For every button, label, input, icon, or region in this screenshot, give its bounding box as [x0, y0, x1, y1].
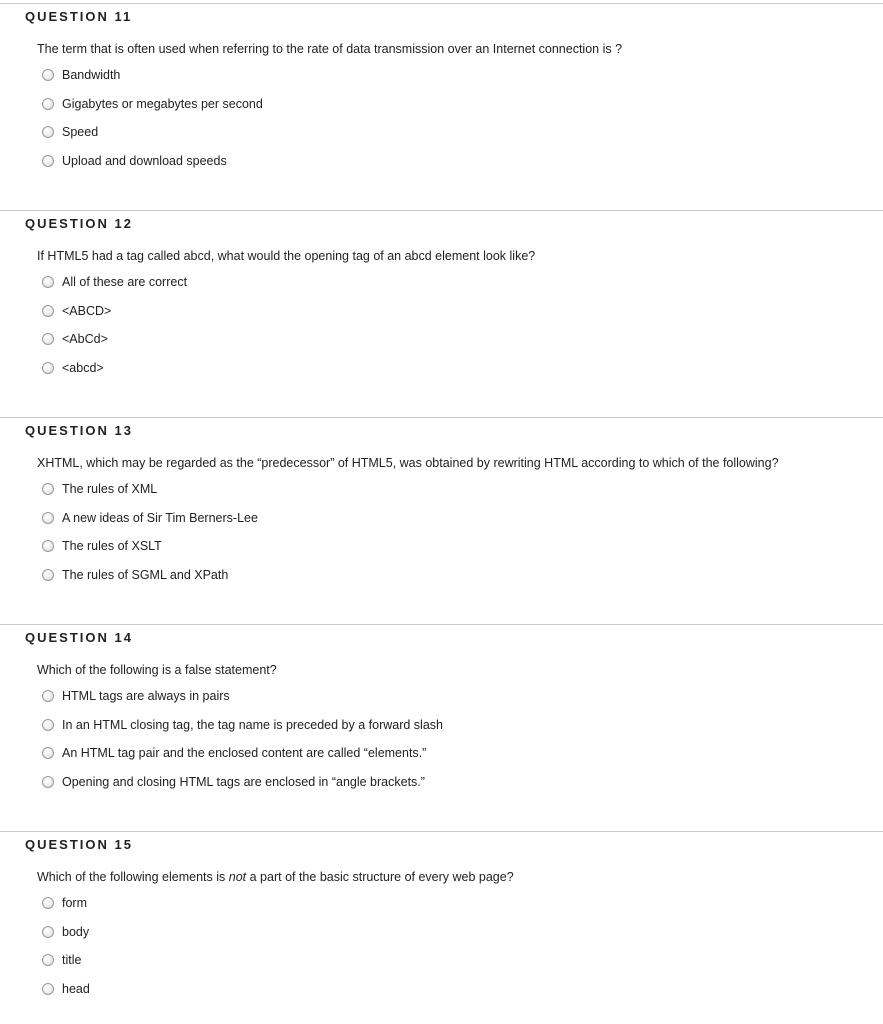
question-heading: QUESTION 12	[25, 216, 133, 231]
answer-option[interactable]	[42, 894, 87, 912]
answer-option[interactable]	[42, 66, 120, 84]
radio-button[interactable]	[42, 126, 54, 138]
radio-button[interactable]	[42, 983, 54, 995]
answer-option[interactable]	[42, 716, 443, 734]
radio-button[interactable]	[42, 540, 54, 552]
answer-label[interactable]: In an HTML closing tag, the tag name is preceded by a forward slash	[62, 718, 443, 732]
answer-label[interactable]: Gigabytes or megabytes per second	[62, 97, 263, 111]
answer-label[interactable]: <ABCD>	[62, 304, 112, 318]
answer-label[interactable]: Bandwidth	[62, 68, 121, 82]
radio-button[interactable]	[42, 305, 54, 317]
answer-label[interactable]: <AbCd>	[62, 332, 108, 346]
question-13	[0, 417, 883, 624]
answer-option[interactable]	[42, 509, 258, 527]
question-heading: QUESTION 14	[25, 630, 133, 645]
answer-option[interactable]	[42, 123, 98, 141]
question-11	[0, 3, 883, 210]
answer-label[interactable]: body	[62, 925, 90, 939]
question-heading: QUESTION 11	[25, 9, 133, 24]
answer-option[interactable]	[42, 773, 425, 791]
radio-button[interactable]	[42, 333, 54, 345]
answer-label[interactable]: form	[62, 896, 87, 910]
radio-button[interactable]	[42, 747, 54, 759]
radio-button[interactable]	[42, 897, 54, 909]
question-text: Which of the following is a false statement?	[37, 663, 277, 677]
answer-option[interactable]	[42, 359, 104, 377]
answer-option[interactable]	[42, 687, 230, 705]
question-heading: QUESTION 13	[25, 423, 133, 438]
answer-label[interactable]: title	[62, 953, 82, 967]
answer-option[interactable]	[42, 480, 157, 498]
answer-option[interactable]	[42, 923, 89, 941]
radio-button[interactable]	[42, 690, 54, 702]
answer-label[interactable]: <abcd>	[62, 361, 104, 375]
radio-button[interactable]	[42, 926, 54, 938]
answer-label[interactable]: The rules of XSLT	[62, 539, 162, 553]
question-15	[0, 831, 883, 1024]
question-text	[37, 870, 514, 884]
radio-button[interactable]	[42, 776, 54, 788]
question-text: XHTML, which may be regarded as the “predecessor” of HTML5, was obtained by rewriting HTML according to which of the following?	[37, 456, 779, 470]
radio-button[interactable]	[42, 276, 54, 288]
question-heading: QUESTION 15	[25, 837, 133, 852]
answer-label[interactable]: The rules of XML	[62, 482, 158, 496]
answer-option[interactable]	[42, 273, 187, 291]
answer-label[interactable]: A new ideas of Sir Tim Berners-Lee	[62, 511, 258, 525]
question-14	[0, 624, 883, 831]
radio-button[interactable]	[42, 954, 54, 966]
radio-button[interactable]	[42, 719, 54, 731]
answer-label[interactable]: head	[62, 982, 90, 996]
radio-button[interactable]	[42, 483, 54, 495]
answer-label[interactable]: Speed	[62, 125, 99, 139]
radio-button[interactable]	[42, 155, 54, 167]
question-text-part: a part of the basic structure of every web page?	[246, 870, 514, 884]
answer-label[interactable]: Opening and closing HTML tags are enclosed in “angle brackets.”	[62, 775, 425, 789]
answer-option[interactable]	[42, 951, 81, 969]
answer-label[interactable]: Upload and download speeds	[62, 154, 227, 168]
question-text-emphasis: not	[228, 870, 247, 884]
answer-label[interactable]: All of these are correct	[62, 275, 188, 289]
answer-option[interactable]	[42, 980, 90, 998]
radio-button[interactable]	[42, 98, 54, 110]
radio-button[interactable]	[42, 569, 54, 581]
question-12	[0, 210, 883, 417]
radio-button[interactable]	[42, 362, 54, 374]
question-text-part: Which of the following elements is	[37, 870, 229, 884]
answer-label[interactable]: An HTML tag pair and the enclosed content are called “elements.”	[62, 746, 427, 760]
answer-option[interactable]	[42, 537, 162, 555]
answer-option[interactable]	[42, 330, 108, 348]
question-text: If HTML5 had a tag called abcd, what would the opening tag of an abcd element look like?	[37, 249, 536, 263]
radio-button[interactable]	[42, 512, 54, 524]
answer-option[interactable]	[42, 566, 228, 584]
answer-label[interactable]: The rules of SGML and XPath	[62, 568, 229, 582]
answer-option[interactable]	[42, 302, 111, 320]
answer-option[interactable]	[42, 744, 426, 762]
answer-option[interactable]	[42, 152, 227, 170]
radio-button[interactable]	[42, 69, 54, 81]
answer-option[interactable]	[42, 95, 263, 113]
answer-label[interactable]: HTML tags are always in pairs	[62, 689, 230, 703]
question-text: The term that is often used when referring to the rate of data transmission over an Internet connection is ?	[37, 42, 623, 56]
